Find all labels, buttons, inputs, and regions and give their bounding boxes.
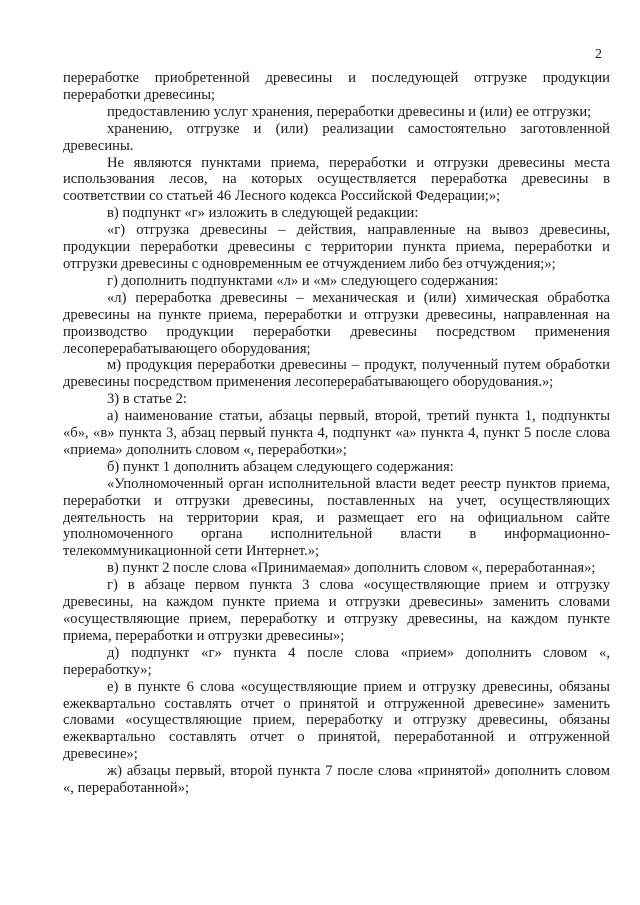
paragraph: г) дополнить подпунктами «л» и «м» следующего содержания: bbox=[107, 272, 499, 289]
paragraph: б) пункт 1 дополнить абзацем следующего содержания: bbox=[107, 458, 454, 475]
page-number: 2 bbox=[595, 47, 602, 62]
paragraph: д) подпункт «г» пункта 4 после слова «прием» дополнить словом «, переработку»; bbox=[63, 644, 610, 678]
paragraph: е) в пункте 6 слова «осуществляющие прием и отгрузку древесины, обязаны ежеквартально составлять отчет о принятой и отгруженной древесине» заменить словами «осуществляющие прием, переработку и отгрузку древесины, обязаны ежеквартально составлять отчет о принятой, переработанной и отгруженной древесине»; bbox=[63, 678, 610, 763]
paragraph: «Уполномоченный орган исполнительной власти ведет реестр пунктов приема, переработки и отгрузки древесины, поставленных на учет, осуществляющих деятельность на территории края, и размещает его на официальном сайте уполномоченного органа исполнительной власти в информационно-телекоммуникационной сети Интернет.»; bbox=[63, 475, 610, 560]
paragraph: в) пункт 2 после слова «Принимаемая» дополнить словом «, переработанная»; bbox=[107, 560, 596, 577]
paragraph: ж) абзацы первый, второй пункта 7 после слова «принятой» дополнить словом «, переработанной»; bbox=[63, 763, 610, 797]
paragraph: г) в абзаце первом пункта 3 слова «осуществляющие прием и отгрузку древесины, на каждом пункте приема и отгрузки древесины» заменить словами «осуществляющие прием, переработку и отгрузку древесины, на каждом пункте приема, переработки и отгрузки древесины»; bbox=[63, 577, 610, 644]
document-body bbox=[63, 70, 610, 797]
paragraph: Не являются пунктами приема, переработки и отгрузки древесины места использования лесов, на которых осуществляется переработка древесины в соответствии со статьей 46 Лесного кодекса Российской Федерации;»; bbox=[63, 154, 610, 205]
paragraph: предоставлению услуг хранения, переработки древесины и (или) ее отгрузки; bbox=[107, 103, 592, 120]
paragraph: хранению, отгрузке и (или) реализации самостоятельно заготовленной древесины. bbox=[63, 120, 610, 154]
paragraph: м) продукция переработки древесины – продукт, полученный путем обработки древесины посредством применения лесоперерабатывающего оборудования.»; bbox=[63, 357, 610, 391]
paragraph: 3) в статье 2: bbox=[107, 391, 187, 408]
paragraph: в) подпункт «г» изложить в следующей редакции: bbox=[107, 205, 419, 222]
paragraph: «г) отгрузка древесины – действия, направленные на вывоз древесины, продукции переработки древесины с территории пункта приема, переработки и отгрузки древесины с одновременным ее отчуждением либо без отчуждения;»; bbox=[63, 222, 610, 272]
paragraph: а) наименование статьи, абзацы первый, второй, третий пункта 1, подпункты «б», «в» пункта 3, абзац первый пункта 4, подпункт «а» пункта 4, пункт 5 после слова «приема» дополнить словом «, переработки»; bbox=[63, 408, 610, 458]
paragraph: «л) переработка древесины – механическая и (или) химическая обработка древесины на пункте приема, переработки и отгрузки древесины, направленная на производство продукции переработки древесины посредством применения лесоперерабатывающего оборудования; bbox=[63, 289, 610, 357]
paragraph: переработке приобретенной древесины и последующей отгрузке продукции переработки древесины; bbox=[63, 70, 610, 103]
